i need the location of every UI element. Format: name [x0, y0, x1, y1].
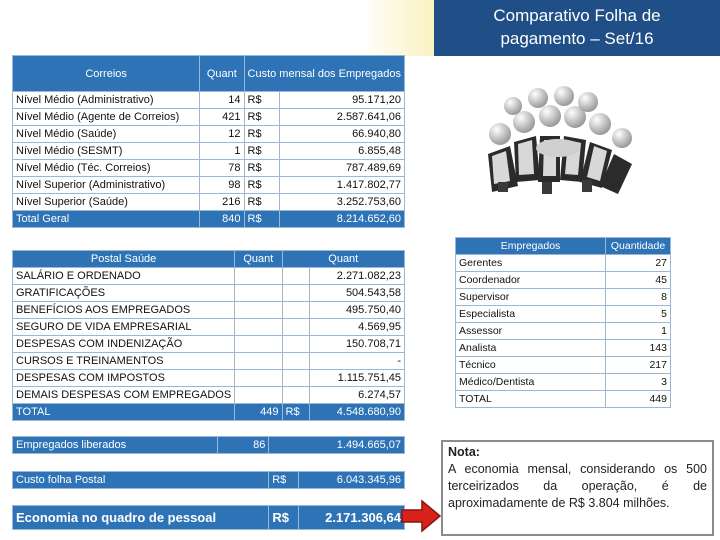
- table-header-row: [13, 251, 405, 268]
- row-label: Gerentes: [456, 255, 606, 272]
- row-value: -: [309, 353, 404, 370]
- row-label: Analista: [456, 340, 606, 357]
- table-row: [456, 255, 671, 272]
- postal-saude-table: [12, 250, 405, 421]
- row-currency: R$: [244, 109, 279, 126]
- table-header-row: [13, 56, 405, 92]
- row-value: 66.940,80: [279, 126, 404, 143]
- table-row: [13, 194, 405, 211]
- total-value: 449: [606, 391, 671, 408]
- table-header-row: [456, 238, 671, 255]
- table-row: [13, 319, 405, 336]
- row-label: SEGURO DE VIDA EMPRESARIAL: [13, 319, 235, 336]
- economia-table: [12, 505, 405, 530]
- title-line-1: Comparativo Folha de: [493, 6, 661, 25]
- table-row: [456, 272, 671, 289]
- row-label: Nível Médio (Agente de Correios): [13, 109, 200, 126]
- title-line-2: pagamento – Set/16: [500, 29, 654, 48]
- row-label: Especialista: [456, 306, 606, 323]
- row-value: 5: [606, 306, 671, 323]
- row-label: Assessor: [456, 323, 606, 340]
- custo-currency: R$: [269, 472, 299, 489]
- row-value: 504.543,58: [309, 285, 404, 302]
- row-value: 45: [606, 272, 671, 289]
- custo-value: 6.043.345,96: [299, 472, 405, 489]
- row-label: Supervisor: [456, 289, 606, 306]
- table-row: [13, 160, 405, 177]
- row-value: 495.750,40: [309, 302, 404, 319]
- row-value: 1: [606, 323, 671, 340]
- table-row: [13, 336, 405, 353]
- total-quant: 840: [200, 211, 244, 228]
- row-quant: 14: [200, 92, 244, 109]
- table-row: [13, 353, 405, 370]
- row-label: GRATIFICAÇÕES: [13, 285, 235, 302]
- row-value: 787.489,69: [279, 160, 404, 177]
- row-value: 4.569,95: [309, 319, 404, 336]
- header-correios: Correios: [13, 56, 200, 92]
- row-value: 217: [606, 357, 671, 374]
- row-label: Nível Médio (SESMT): [13, 143, 200, 160]
- note-label: Nota:: [448, 445, 480, 459]
- row-value: 2.587.641,06: [279, 109, 404, 126]
- row-currency: R$: [244, 92, 279, 109]
- slide-title: [434, 0, 720, 56]
- total-quant: 449: [235, 404, 282, 421]
- table-row: [456, 340, 671, 357]
- row-value: 150.708,71: [309, 336, 404, 353]
- row-quant: 12: [200, 126, 244, 143]
- row-label: BENEFÍCIOS AOS EMPREGADOS: [13, 302, 235, 319]
- total-value: 4.548.680,90: [309, 404, 404, 421]
- liberados-label: Empregados liberados: [13, 437, 218, 454]
- arrow-right-icon: [400, 498, 442, 534]
- row-currency: R$: [244, 160, 279, 177]
- header-quantidade: Quantidade: [606, 238, 671, 255]
- row-currency: R$: [244, 126, 279, 143]
- economia-value: 2.171.306,64: [299, 506, 405, 530]
- liberados-row: [13, 437, 405, 454]
- table-row: [13, 126, 405, 143]
- total-value: 8.214.652,60: [279, 211, 404, 228]
- table-row: [13, 143, 405, 160]
- total-row: [13, 404, 405, 421]
- row-label: SALÁRIO E ORDENADO: [13, 268, 235, 285]
- table-row: [13, 109, 405, 126]
- note-text: A economia mensal, considerando os 500 terceirizados da operação, é de aproximadamente de R$ 3.804 milhões.: [448, 462, 707, 510]
- row-value: 3: [606, 374, 671, 391]
- empregados-table: [455, 237, 671, 408]
- row-quant: 98: [200, 177, 244, 194]
- table-row: [456, 374, 671, 391]
- economia-row: [13, 506, 405, 530]
- row-value: 1.115.751,45: [309, 370, 404, 387]
- row-value: 143: [606, 340, 671, 357]
- header-empregados: Empregados: [456, 238, 606, 255]
- liberados-value: 1.494.665,07: [269, 437, 405, 454]
- row-currency: R$: [244, 143, 279, 160]
- row-value: 1.417.802,77: [279, 177, 404, 194]
- table-row: [13, 302, 405, 319]
- header-quant: Quant: [235, 251, 282, 268]
- table-row: [13, 387, 405, 404]
- row-value: 6.855,48: [279, 143, 404, 160]
- row-currency: R$: [244, 177, 279, 194]
- total-currency: R$: [282, 404, 309, 421]
- table-row: [13, 177, 405, 194]
- table-row: [13, 92, 405, 109]
- table-row: [13, 285, 405, 302]
- empregados-liberados-table: [12, 436, 405, 454]
- header-custo: Custo mensal dos Empregados: [244, 56, 404, 92]
- table-row: [456, 289, 671, 306]
- row-quant: 1: [200, 143, 244, 160]
- table-row: [456, 323, 671, 340]
- row-label: Coordenador: [456, 272, 606, 289]
- row-label: Nível Médio (Téc. Correios): [13, 160, 200, 177]
- row-quant: 421: [200, 109, 244, 126]
- row-quant: 78: [200, 160, 244, 177]
- teamwork-people-icon: [478, 84, 638, 202]
- economia-currency: R$: [269, 506, 299, 530]
- table-row: [13, 370, 405, 387]
- economia-label: Economia no quadro de pessoal: [13, 506, 269, 530]
- custo-folha-postal-table: [12, 471, 405, 489]
- table-row: [456, 357, 671, 374]
- header-postal-saude: Postal Saúde: [13, 251, 235, 268]
- table-row: [13, 268, 405, 285]
- row-value: 2.271.082,23: [309, 268, 404, 285]
- total-label: Total Geral: [13, 211, 200, 228]
- row-label: Técnico: [456, 357, 606, 374]
- note-box: [441, 440, 714, 536]
- header-quant: Quant: [200, 56, 244, 92]
- row-value: 3.252.753,60: [279, 194, 404, 211]
- total-currency: R$: [244, 211, 279, 228]
- table-row: [456, 306, 671, 323]
- row-value: 95.171,20: [279, 92, 404, 109]
- row-label: Nível Médio (Administrativo): [13, 92, 200, 109]
- row-label: Médico/Dentista: [456, 374, 606, 391]
- total-label: TOTAL: [456, 391, 606, 408]
- row-label: DESPESAS COM INDENIZAÇÃO: [13, 336, 235, 353]
- header-quant-value: Quant: [282, 251, 405, 268]
- row-label: DESPESAS COM IMPOSTOS: [13, 370, 235, 387]
- total-label: TOTAL: [13, 404, 235, 421]
- row-currency: R$: [244, 194, 279, 211]
- custo-row: [13, 472, 405, 489]
- row-quant: 216: [200, 194, 244, 211]
- correios-table: [12, 55, 405, 228]
- row-label: Nível Superior (Saúde): [13, 194, 200, 211]
- liberados-quant: 86: [217, 437, 269, 454]
- row-label: Nível Médio (Saúde): [13, 126, 200, 143]
- custo-label: Custo folha Postal: [13, 472, 269, 489]
- total-row: [13, 211, 405, 228]
- row-label: Nível Superior (Administrativo): [13, 177, 200, 194]
- row-value: 6.274,57: [309, 387, 404, 404]
- row-value: 8: [606, 289, 671, 306]
- row-label: DEMAIS DESPESAS COM EMPREGADOS: [13, 387, 235, 404]
- total-row: [456, 391, 671, 408]
- row-label: CURSOS E TREINAMENTOS: [13, 353, 235, 370]
- row-value: 27: [606, 255, 671, 272]
